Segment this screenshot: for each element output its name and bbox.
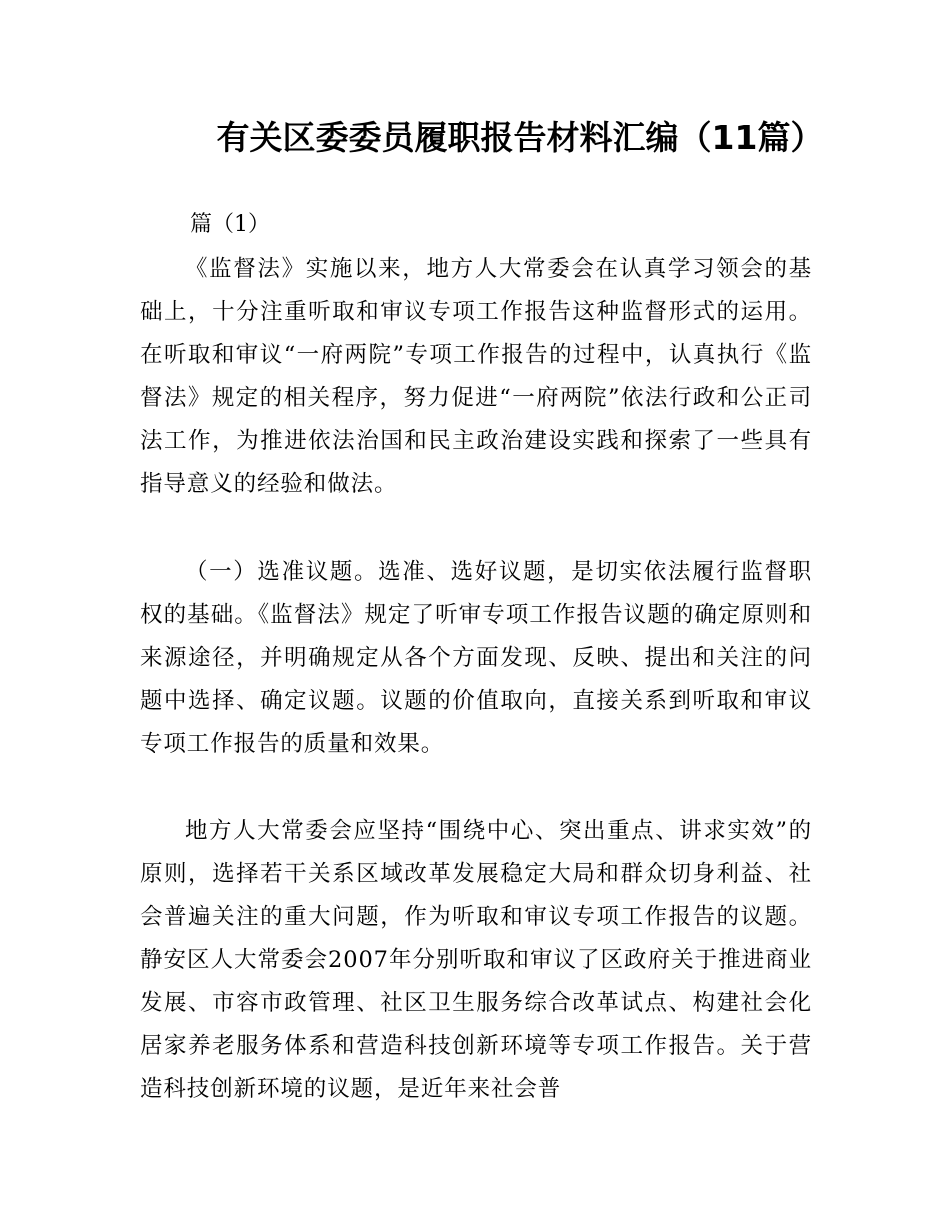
paragraph-2: （一）选准议题。选准、选好议题，是切实依法履行监督职权的基础。《监督法》规定了听审专项工作报告议题的确定原则和来源途径，并明确规定从各个方面发现、反映、提出和关注的问题中选择、确定议题。议题的价值取向，直接关系到听取和审议专项工作报告的质量和效果。 (140, 559, 812, 757)
paragraph-3: 地方人大常委会应坚持“围绕中心、突出重点、讲求实效”的原则，选择若干关系区域改革发展稳定大局和群众切身利益、社会普遍关注的重大问题，作为听取和审议专项工作报告的议题。静安区人大常委会2007年分别听取和审议了区政府关于推进商业发展、市容市政管理、社区卫生服务综合改革试点、构建社会化居家养老服务体系和营造科技创新环境等专项工作报告。关于营造科技创新环境的议题，是近年来社会普 (140, 818, 812, 1102)
paragraph-1: 《监督法》实施以来，地方人大常委会在认真学习领会的基础上，十分注重听取和审议专项工作报告这种监督形式的运用。在听取和审议“一府两院”专项工作报告的过程中，认真执行《监督法》规定的相关程序，努力促进“一府两院”依法行政和公正司法工作，为推进依法治国和民主政治建设实践和探索了一些具有指导意义的经验和做法。 (140, 256, 812, 497)
section-label: 篇（1） (190, 212, 270, 237)
document-title: 有关区委委员履职报告材料汇编（11篇） (216, 118, 824, 157)
